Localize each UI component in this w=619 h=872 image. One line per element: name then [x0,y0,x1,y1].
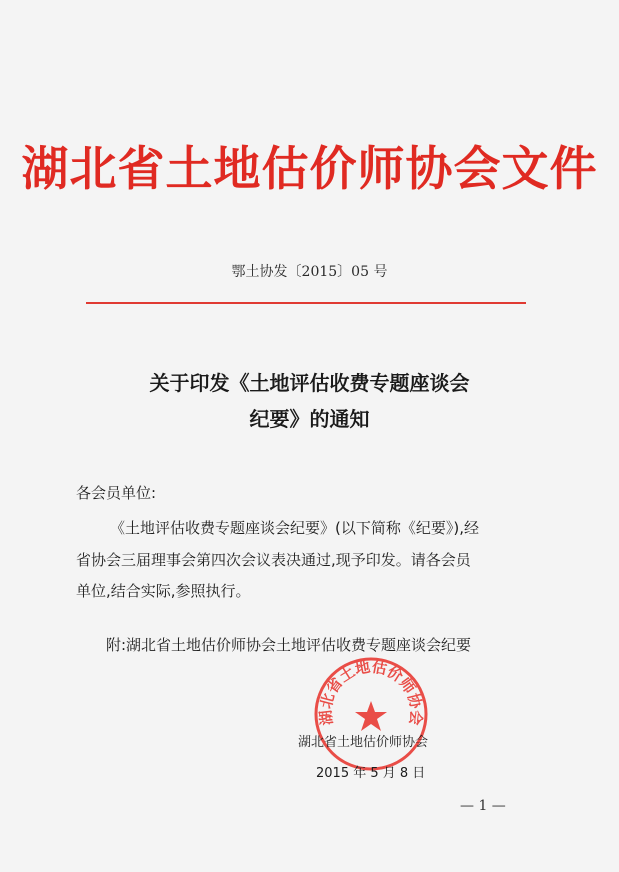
red-divider-line [86,302,526,304]
document-number: 鄂土协发〔2015〕05 号 [231,264,388,280]
official-seal-stamp [312,655,430,773]
page-number: — 1 — [460,798,506,814]
issue-date: 2015 年 5 月 8 日 [316,766,426,781]
body-paragraph-line-2: 省协会三届理事会第四次会议表决通过,现予印发。请各会员 [76,551,471,569]
recipients-line: 各会员单位: [76,484,157,502]
issuer-name: 湖北省土地估价师协会 [298,735,429,750]
notice-title-line-1: 关于印发《土地评估收费专题座谈会 [149,371,470,395]
notice-title-line-2: 纪要》的通知 [249,407,370,431]
body-paragraph-line-3: 单位,结合实际,参照执行。 [76,582,251,600]
attachment-line: 附:湖北省土地估价师协会土地评估收费专题座谈会纪要 [106,636,472,654]
document-header-title: 湖北省土地估价师协会文件 [21,142,598,197]
seal-text: 湖北省土地估价师协会 [316,657,426,727]
seal-star-icon [355,701,387,731]
body-paragraph-line-1: 《土地评估收费专题座谈会纪要》(以下简称《纪要》),经 [110,519,479,537]
